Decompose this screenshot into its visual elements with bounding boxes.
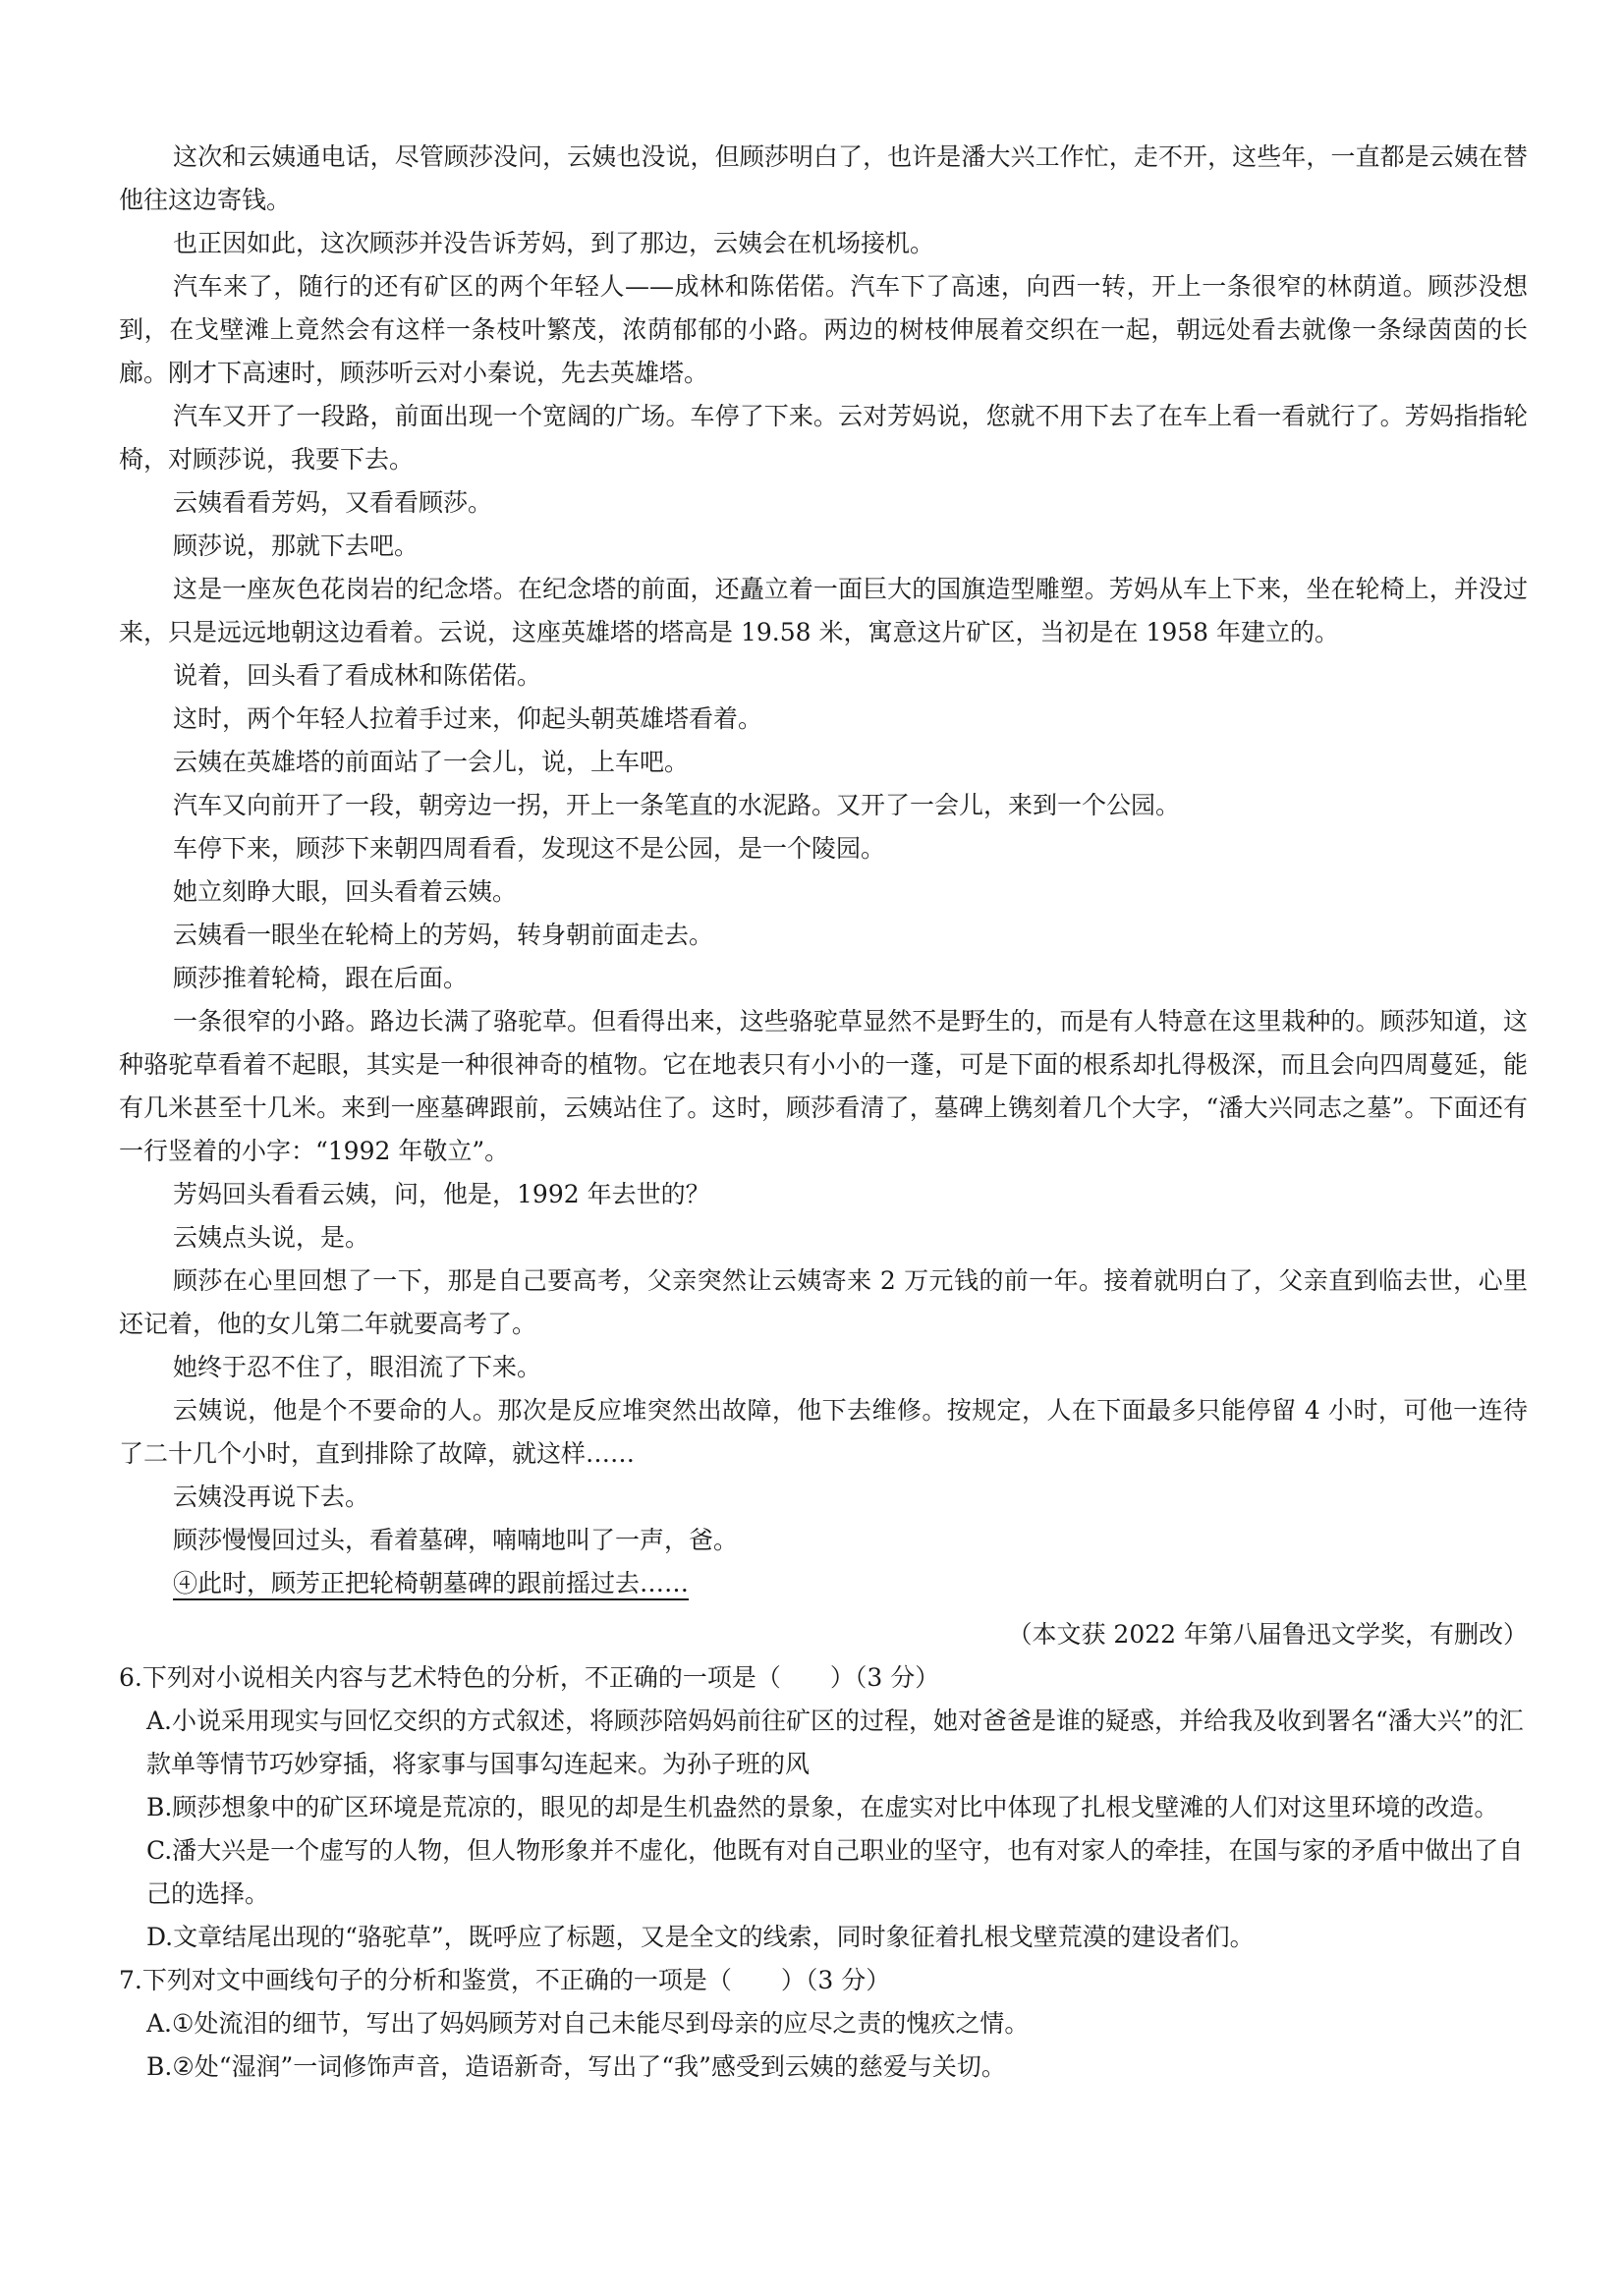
paragraph: 这是一座灰色花岗岩的纪念塔。在纪念塔的前面，还矗立着一面巨大的国旗造型雕塑。芳妈从车上下来，坐在轮椅上，并没过来，只是远远地朝这边看着。云说，这座英雄塔的塔高是 19.58 米，寓意这片矿区，当初是在 1958 年建立的。 — [119, 575, 1528, 646]
option-a: A.①处流泪的细节，写出了妈妈顾芳对自己未能尽到母亲的应尽之责的愧疚之情。 — [146, 2009, 1030, 2038]
option-a: A.小说采用现实与回忆交织的方式叙述，将顾莎陪妈妈前往矿区的过程，她对爸爸是谁的疑惑，并给我及收到署名“潘大兴”的汇款单等情节巧妙穿插，将家事与国事勾连起来。为孙子班的风 — [146, 1707, 1524, 1778]
paragraph: 顾莎说，那就下去吧。 — [173, 532, 420, 560]
paragraph: 车停下来，顾莎下来朝四周看看，发现这不是公园，是一个陵园。 — [173, 834, 886, 863]
paragraph: 云姨说，他是个不要命的人。那次是反应堆突然出故障，他下去维修。按规定，人在下面最多只能停留 4 小时，可他一连待了二十几个小时，直到排除了故障，就这样…… — [119, 1396, 1528, 1468]
question-6 — [119, 1656, 1528, 1959]
paragraph: 顾莎在心里回想了一下，那是自己要高考，父亲突然让云姨寄来 2 万元钱的前一年。接着就明白了，父亲直到临去世，心里还记着，他的女儿第二年就要高考了。 — [119, 1266, 1528, 1338]
paragraph: 这时，两个年轻人拉着手过来，仰起头朝英雄塔看着。 — [173, 704, 763, 733]
paragraph: 也正因如此，这次顾莎并没告诉芳妈，到了那边，云姨会在机场接机。 — [173, 229, 935, 257]
reading-passage — [119, 136, 1528, 2089]
question-7 — [119, 1959, 1528, 2089]
paragraph: 云姨没再说下去。 — [173, 1483, 370, 1511]
option-c: C.潘大兴是一个虚写的人物，但人物形象并不虚化，他既有对自己职业的坚守，也有对家人的牵挂，在国与家的矛盾中做出了自己的选择。 — [146, 1836, 1524, 1908]
paragraph: 云姨看一眼坐在轮椅上的芳妈，转身朝前面走去。 — [173, 921, 714, 949]
question-stem: 7.下列对文中画线句子的分析和鉴赏，不正确的一项是（ ）（3 分） — [119, 1966, 891, 1994]
paragraph: 她终于忍不住了，眼泪流了下来。 — [173, 1353, 542, 1381]
source-note: （本文获 2022 年第八届鲁迅文学奖，有删改） — [1007, 1620, 1528, 1649]
paragraph: 顾莎慢慢回过头，看着墓碑，喃喃地叫了一声，爸。 — [173, 1526, 739, 1554]
underlined-sentence-4 — [119, 1562, 1528, 1605]
paragraph: 云姨在英雄塔的前面站了一会儿，说，上车吧。 — [173, 748, 690, 776]
paragraph: 汽车来了，随行的还有矿区的两个年轻人——成林和陈偌偌。汽车下了高速，向西一转，开上一条很窄的林荫道。顾莎没想到，在戈壁滩上竟然会有这样一条枝叶繁茂，浓荫郁郁的小路。两边的树枝伸展着交织在一起，朝远处看去就像一条绿茵茵的长廊。刚才下高速时，顾莎听云对小秦说，先去英雄塔。 — [119, 272, 1528, 387]
option-b: B.②处“湿润”一词修饰声音，造语新奇，写出了“我”感受到云姨的慈爱与关切。 — [146, 2052, 1006, 2081]
paragraph: 云姨点头说，是。 — [173, 1223, 370, 1252]
question-stem: 6.下列对小说相关内容与艺术特色的分析，不正确的一项是（ ）（3 分） — [119, 1663, 940, 1692]
underlined-text: ④此时，顾芳正把轮椅朝墓碑的跟前摇过去…… — [173, 1569, 690, 1597]
paragraph: 说着，回头看了看成林和陈偌偌。 — [173, 661, 542, 690]
paragraph: 这次和云姨通电话，尽管顾莎没问，云姨也没说，但顾莎明白了，也许是潘大兴工作忙，走不开，这些年，一直都是云姨在替他往这边寄钱。 — [119, 142, 1528, 214]
paragraph: 顾莎推着轮椅，跟在后面。 — [173, 964, 469, 992]
paragraph: 汽车又向前开了一段，朝旁边一拐，开上一条笔直的水泥路。又开了一会儿，来到一个公园。 — [173, 791, 1181, 819]
paragraph: 她立刻睁大眼，回头看着云姨。 — [173, 877, 518, 906]
option-b: B.顾莎想象中的矿区环境是荒凉的，眼见的却是生机盎然的景象，在虚实对比中体现了扎根戈壁滩的人们对这里环境的改造。 — [146, 1793, 1499, 1821]
paragraph: 汽车又开了一段路，前面出现一个宽阔的广场。车停了下来。云对芳妈说，您就不用下去了在车上看一看就行了。芳妈指指轮椅，对顾莎说，我要下去。 — [119, 402, 1528, 474]
option-d: D.文章结尾出现的“骆驼草”，既呼应了标题，又是全文的线索，同时象征着扎根戈壁荒漠的建设者们。 — [146, 1923, 1255, 1951]
paragraph: 芳妈回头看看云姨，问，他是，1992 年去世的？ — [173, 1180, 710, 1208]
paragraph: 云姨看看芳妈，又看看顾莎。 — [173, 488, 493, 517]
paragraph: 一条很窄的小路。路边长满了骆驼草。但看得出来，这些骆驼草显然不是野生的，而是有人特意在这里栽种的。顾莎知道，这种骆驼草看着不起眼，其实是一种很神奇的植物。它在地表只有小小的一蓬，可是下面的根系却扎得极深，而且会向四周蔓延，能有几米甚至十几米。来到一座墓碑跟前，云姨站住了。这时，顾莎看清了，墓碑上镌刻着几个大字，“潘大兴同志之墓”。下面还有一行竖着的小字：“1992 年敬立”。 — [119, 1007, 1528, 1165]
